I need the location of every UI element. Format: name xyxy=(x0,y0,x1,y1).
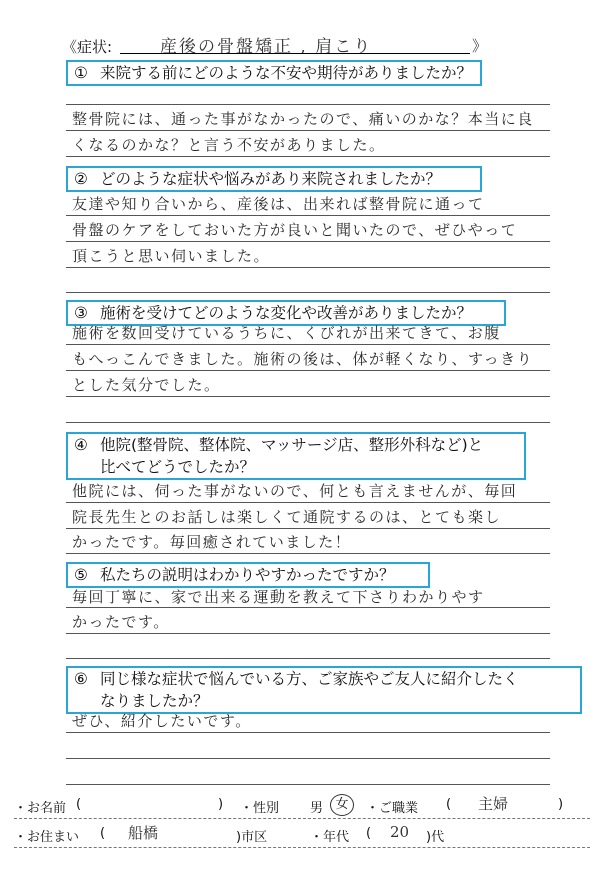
symptom-underline xyxy=(120,53,470,54)
address-label: ・お住まい xyxy=(14,830,80,845)
footer-divider xyxy=(14,847,590,848)
answer-2-line-1: 友達や知り合いから、産後は、出来れば整骨院に通って xyxy=(72,195,485,213)
occupation-close: ) xyxy=(558,797,564,812)
address-close: )市区 xyxy=(236,830,268,845)
answer-2-line-3: 頂こうと思い伺いました。 xyxy=(72,247,271,265)
question-4-text-1: 他院(整骨院、整体院、マッサージ店、整形外科など)と xyxy=(100,436,484,454)
question-4-number: ④ xyxy=(74,436,88,454)
answer-rule xyxy=(66,370,550,371)
answer-4-line-2: 院長先生とのお話しは楽しくて通院するのは、とても楽し xyxy=(72,508,502,526)
question-5-box xyxy=(66,562,430,588)
answer-3-line-1: 施術を数回受けているうちに、くびれが出来てきて、お腹 xyxy=(72,324,501,342)
name-close: ) xyxy=(218,797,224,812)
symptom-label: 《症状: xyxy=(62,38,113,56)
answer-2-line-2: 骨盤のケアをしておいた方が良いと聞いたので、ぜひやって xyxy=(72,221,518,239)
answer-1-line-1: 整骨院には、通った事がなかったので、痛いのかな？本当に良 xyxy=(72,110,534,128)
answer-4-line-3: かったです。毎回癒されていました！ xyxy=(72,533,352,551)
answer-rule xyxy=(66,633,550,634)
question-6-text-1: 同じ様な症状で悩んでいる方、ご家族やご友人に紹介したく xyxy=(100,670,519,688)
question-2-text: どのような症状や悩みがあり来院されましたか？ xyxy=(100,170,442,188)
address-open: ( xyxy=(100,826,106,841)
question-2-number: ② xyxy=(74,170,88,188)
age-close: )代 xyxy=(426,830,445,845)
question-6-number: ⑥ xyxy=(74,670,88,688)
answer-4-line-1: 他院には、伺った事がないので、何とも言えませんが、毎回 xyxy=(72,482,518,500)
occupation-label: ・ご職業 xyxy=(366,801,419,816)
answer-rule xyxy=(66,130,550,131)
symptom-close: 》 xyxy=(472,37,488,55)
answer-rule xyxy=(66,215,550,216)
answer-rule xyxy=(66,422,550,423)
question-6-text-2: なりましたか？ xyxy=(100,692,209,710)
answer-rule xyxy=(66,528,550,529)
answer-5-line-2: かったです。 xyxy=(72,613,170,631)
question-5-number: ⑤ xyxy=(74,566,88,584)
footer-row-1 xyxy=(14,797,590,819)
answer-rule xyxy=(66,784,550,785)
question-5-text: 私たちの説明はわかりやすかったですか？ xyxy=(100,566,395,584)
name-open: ( xyxy=(76,797,82,812)
answer-rule xyxy=(66,104,550,105)
answer-3-line-2: もへっこんできました。施術の後は、体が軽くなり、すっきり xyxy=(72,350,534,368)
age-label: ・年代 xyxy=(310,830,350,845)
address-value: 船橋 xyxy=(128,824,159,842)
footer-divider xyxy=(14,818,590,819)
answer-rule xyxy=(66,396,550,397)
answer-rule xyxy=(66,658,550,659)
gender-label: ・性別 xyxy=(240,801,280,816)
question-1-box xyxy=(66,60,482,86)
answer-rule xyxy=(66,502,550,503)
question-2-box xyxy=(66,166,482,192)
answer-rule xyxy=(66,156,550,157)
question-6-box xyxy=(66,666,582,714)
answer-rule xyxy=(66,553,550,554)
answer-rule xyxy=(66,758,550,759)
question-1-number: ① xyxy=(74,64,88,82)
gender-male: 男 xyxy=(310,801,324,816)
answer-5-line-1: 毎回丁寧に、家で出来る運動を教えて下さりわかりやす xyxy=(72,588,485,606)
answer-rule xyxy=(66,267,550,268)
answer-rule xyxy=(66,344,550,345)
occupation-open: ( xyxy=(446,797,452,812)
question-3-text: 施術を受けてどのような変化や改善がありましたか？ xyxy=(100,304,473,322)
question-1-text: 来院する前にどのような不安や期待がありましたか？ xyxy=(100,64,473,82)
answer-rule xyxy=(66,732,550,733)
occupation-value: 主婦 xyxy=(478,795,509,813)
question-4-text-2: 比べてどうでしたか？ xyxy=(100,458,256,476)
age-value: 20 xyxy=(390,823,410,841)
gender-female-circled: 女 xyxy=(330,794,354,816)
answer-1-line-2: くなるのかな？と言う不安がありました。 xyxy=(72,136,386,154)
answer-3-line-3: とした気分でした。 xyxy=(72,376,221,394)
name-label: ・お名前 xyxy=(14,801,67,816)
answer-6-line-1: ぜひ、紹介したいです。 xyxy=(72,712,252,730)
age-open: ( xyxy=(366,826,372,841)
symptom-value: 産後の骨盤矯正 , 肩こり xyxy=(160,37,373,57)
answer-rule xyxy=(66,292,550,293)
question-4-box xyxy=(66,432,526,480)
footer-row-2 xyxy=(14,823,590,848)
answer-rule xyxy=(66,241,550,242)
question-3-number: ③ xyxy=(74,304,88,322)
